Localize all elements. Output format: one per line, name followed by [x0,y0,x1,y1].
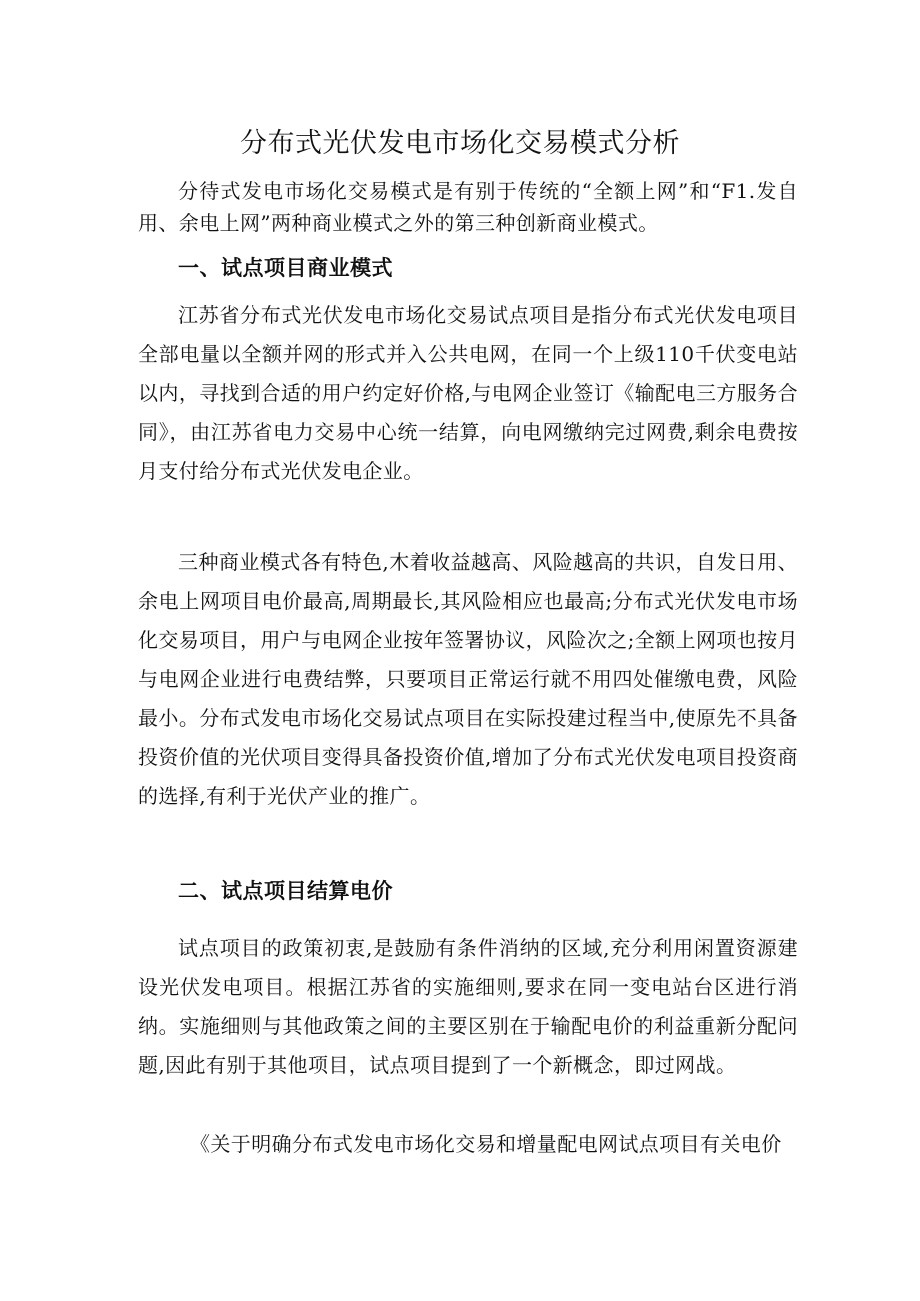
document-title: 分布式光伏发电市场化交易模式分析 [240,128,680,159]
intro-paragraph: 分待式发电市场化交易模式是有别于传统的“全额上网”和“F1.发自用、余电上网”两种商业模式之外的第三种创新商业模式。 [138,179,798,235]
body-paragraph: 江苏省分布式光伏发电市场化交易试点项目是指分布式光伏发电项目全部电量以全额并网的形式并入公共电网，在同一个上级110千伏变电站以内，寻找到合适的用户约定好价格,与电网企业签订《输配电三方服务合同》，由江苏省电力交易中心统一结算，向电网缴纳完过网费,剩余电费按月支付给分布式光伏发电企业。 [138,303,798,483]
body-paragraph: 《关于明确分布式发电市场化交易和增量配电网试点项目有关电价 [190,1132,782,1156]
body-paragraph: 试点项目的政策初衷,是鼓励有条件消纳的区域,充分利用闲置资源建设光伏发电项目。根据江苏省的实施细则,要求在同一变电站台区进行消纳。实施细则与其他政策之间的主要区别在于输配电价的利益重新分配问题,因此有别于其他项目，试点项目提到了一个新概念，即过网战。 [138,936,798,1077]
body-paragraph: 三种商业模式各有特色,木着收益越高、风险越高的共识，自发日用、余电上网项目电价最高,周期最长,其风险相应也最高;分布式光伏发电市场化交易项目，用户与电网企业按年签署协议，风险次之;全额上网项也按月与电网企业进行电费结弊，只要项目正常运行就不用四处催缴电费，风险最小。分布式发电市场化交易试点项目在实际投建过程当中,使原先不具备投资价值的光伏项目变得具备投资价值,增加了分布式光伏发电项目投资商的选择,有利于光伏产业的推广。 [138,550,798,808]
section-heading-business-model: 一、试点项目商业模式 [178,256,393,280]
section-heading-settlement-price: 二、试点项目结算电价 [178,879,393,903]
